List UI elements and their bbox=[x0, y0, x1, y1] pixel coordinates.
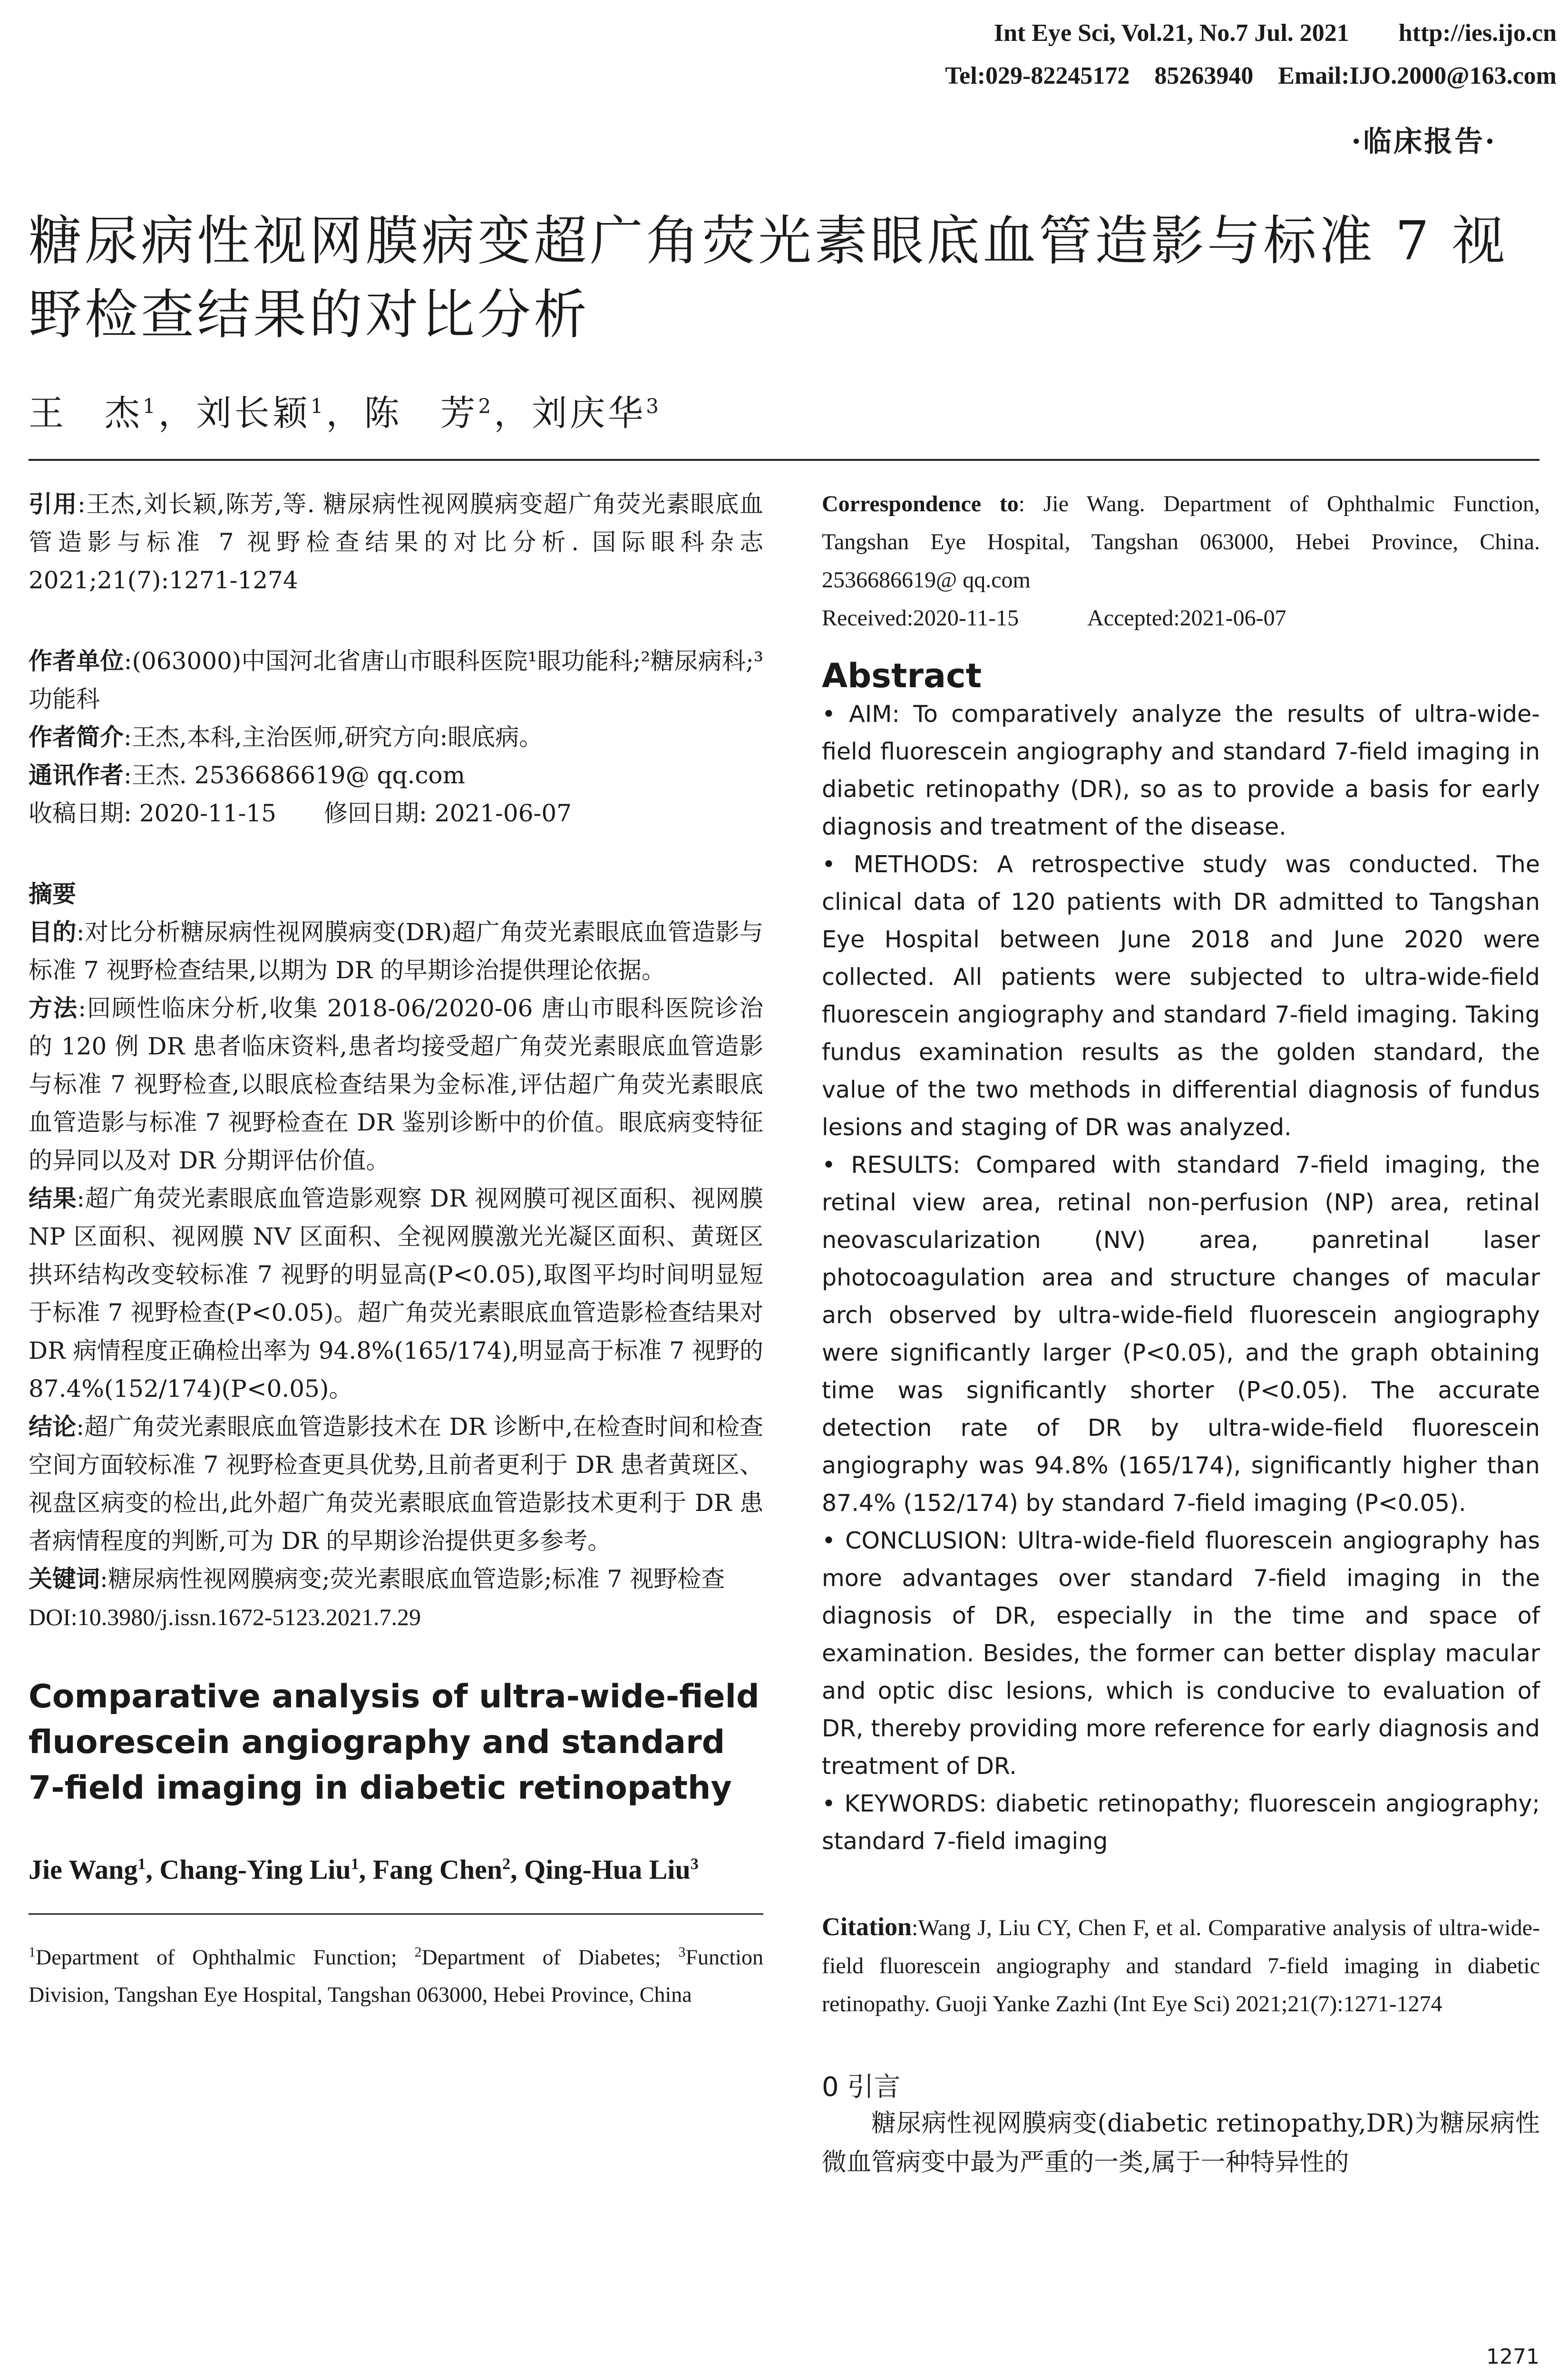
author-name: ，刘长颖 bbox=[158, 393, 311, 434]
author-affil-marker: 2 bbox=[478, 394, 494, 418]
introduction-heading: 0 引言 bbox=[822, 2072, 901, 2103]
correspondence-en: Correspondence to: Jie Wang. Department of Ophthalmic Function, Tangshan Eye Hospital, Tangshan 063000, Hebei Province, China. 2536686619@ qq.com bbox=[822, 491, 1540, 593]
authors-en: Jie Wang$^1$, Chang-Ying Liu$^1$, Fang Chen$^2$, Qing-Hua Liu$^3$ bbox=[29, 1854, 699, 1885]
doi: DOI:10.3980/j.issn.1672-5123.2021.7.29 bbox=[29, 1604, 421, 1630]
abstract-body-en bbox=[822, 695, 1540, 1860]
author-name: ，陈 芳 bbox=[326, 393, 478, 434]
abstract-conclusion-en: • CONCLUSION: Ultra-wide-field fluorescein angiography has more advantages over standard 7-field imaging in the diagnosis of DR, especially in the time and space of examination. Besides, the former can better display macular and optic disc lesions, which is conducive to evaluation of DR, thereby providing more reference for early diagnosis and treatment of DR. bbox=[822, 1527, 1540, 1780]
author-affil-marker: 1 bbox=[310, 394, 326, 418]
author-affil-marker: 1 bbox=[143, 394, 158, 418]
author-affil-marker: 3 bbox=[646, 394, 662, 418]
abstract-methods: 方法:回顾性临床分析,收集 2018-06/2020-06 唐山市眼科医院诊治的 120 例 DR 患者临床资料,患者均接受超广角荧光素眼底血管造影与标准 7 视野检查,以眼底检查结果为金标准,评估超广角荧光素眼底血管造影与标准 7 视野检查在 DR 鉴别诊断中的价值。眼底病变特征的异同以及对 DR 分期评估价值。 bbox=[29, 994, 763, 1174]
section-tag: ·临床报告· bbox=[1351, 125, 1497, 158]
author-unit: 作者单位:(063000)中国河北省唐山市眼科医院¹眼功能科;²糖尿病科;³功能科 bbox=[29, 647, 764, 713]
citation-cn: 引用:王杰,刘长颖,陈芳,等. 糖尿病性视网膜病变超广角荧光素眼底血管造影与标准 7 视野检查结果的对比分析. 国际眼科杂志 2021;21(7):1271-1274 bbox=[29, 490, 764, 594]
abstract-aim: • AIM: To comparatively analyze the results of ultra-wide-field fluorescein angiography and standard 7-field imaging in diabetic retinopathy (DR), so as to provide a basis for early diagnosis and treatment of the disease. bbox=[822, 701, 1540, 840]
received-accepted: Received:2020-11-15 Accepted:2021-06-07 bbox=[822, 605, 1286, 631]
keywords-cn: 关键词:糖尿病性视网膜病变;荧光素眼底血管造影;标准 7 视野检查 bbox=[29, 1565, 725, 1593]
author-name: 王 杰 bbox=[29, 393, 143, 434]
journal-header-line2: Tel:029-82245172 85263940 Email:IJO.2000@163.com bbox=[945, 62, 1557, 89]
keywords-en: • KEYWORDS: diabetic retinopathy; fluorescein angiography; standard 7-field imaging bbox=[822, 1790, 1540, 1855]
received-dates: 收稿日期: 2020-11-15 修回日期: 2021-06-07 bbox=[29, 799, 572, 827]
citation-en: Citation:Wang J, Liu CY, Chen F, et al. Comparative analysis of ultra-wide-field fluorescein angiography and standard 7-field imaging in diabetic retinopathy. Guoji Yanke Zazhi (Int Eye Sci) 2021;21(7):1271-1274 bbox=[822, 1912, 1540, 2017]
abstract-results: 结果:超广角荧光素眼底血管造影观察 DR 视网膜可视区面积、视网膜 NP 区面积、视网膜 NV 区面积、全视网膜激光光凝区面积、黄斑区拱环结构改变较标准 7 视野的明显高(P<0.05),取图平均时间明显短于标准 7 视野检查(P<0.05)。超广角荧光素眼底血管造影检查结果对 DR 病情程度正确检出率为 94.8%(165/174),明显高于标准 7 视野的 87.4%(152/174)(P<0.05)。 bbox=[29, 1185, 763, 1403]
author-name: ，刘庆华 bbox=[494, 393, 646, 434]
article-title-cn: 糖尿病性视网膜病变超广角荧光素眼底血管造影与标准 7 视野检查结果的对比分析 bbox=[29, 210, 1508, 346]
corresponding-author: 通讯作者:王杰. 2536686619@ qq.com bbox=[29, 761, 466, 789]
abstract-methods-en: • METHODS: A retrospective study was conducted. The clinical data of 120 patients with DR admitted to Tangshan Eye Hospital between June 2018 and June 2020 were collected. All patients were subjected to ultra-wide-field fluorescein angiography and standard 7-field imaging. Taking fundus examination results as the golden standard, the value of the two methods in differential diagnosis of fundus lesions and staging of DR was analyzed. bbox=[822, 851, 1540, 1141]
author-bio: 作者简介:王杰,本科,主治医师,研究方向:眼底病。 bbox=[29, 723, 543, 751]
page-number: 1271 bbox=[1486, 2345, 1539, 2369]
header-rule bbox=[29, 459, 1539, 461]
abstract-heading-en: Abstract bbox=[822, 656, 982, 695]
affiliations-en: $^1$Department of Ophthalmic Function; $^2$Department of Diabetes; $^3$Function Division, Tangshan Eye Hospital, Tangshan 063000, Hebei Province, China bbox=[29, 1944, 763, 2007]
abstract-results-en: • RESULTS: Compared with standard 7-field imaging, the retinal view area, retinal non-perfusion (NP) area, retinal neovascularization (NV) area, panretinal laser photocoagulation area and structure changes of macular arch observed by ultra-wide-field fluorescein angiography were significantly larger (P<0.05), and the graph obtaining time was significantly shorter (P<0.05). The accurate detection rate of DR by ultra-wide-field fluorescein angiography was 94.8% (165/174), significantly higher than 87.4% (152/174) by standard 7-field imaging (P<0.05). bbox=[822, 1151, 1540, 1517]
article-title-en: Comparative analysis of ultra-wide-field fluorescein angiography and standard 7-field imaging in diabetic retinopathy bbox=[29, 1678, 760, 1807]
journal-header-line1: Int Eye Sci, Vol.21, No.7 Jul. 2021 http://ies.ijo.cn bbox=[993, 19, 1557, 47]
right-column bbox=[822, 485, 1540, 2182]
affiliation-rule bbox=[29, 1890, 763, 1915]
left-column bbox=[29, 485, 763, 2013]
abstract-objective: 目的:对比分析糖尿病性视网膜病变(DR)超广角荧光素眼底血管造影与标准 7 视野检查结果,以期为 DR 的早期诊治提供理论依据。 bbox=[29, 918, 764, 984]
abstract-conclusion: 结论:超广角荧光素眼底血管造影技术在 DR 诊断中,在检查时间和检查空间方面较标准 7 视野检查更具优势,且前者更利于 DR 患者黄斑区、视盘区病变的检出,此外超广角荧光素眼底血管造影技术更利于 DR 患者病情程度的判断,可为 DR 的早期诊治提供更多参考。 bbox=[29, 1413, 764, 1555]
abstract-heading-cn: 摘要 bbox=[29, 880, 76, 908]
authors-cn bbox=[29, 385, 662, 436]
introduction-text: 糖尿病性视网膜病变(diabetic retinopathy,DR)为糖尿病性微血管病变中最为严重的一类,属于一种特异性的 bbox=[822, 2109, 1540, 2177]
